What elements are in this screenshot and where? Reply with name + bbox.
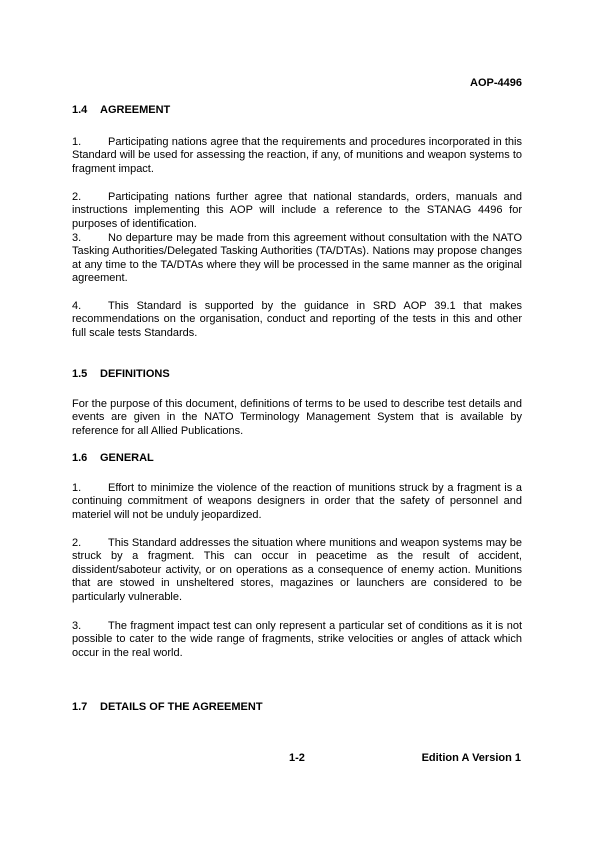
section-heading-definitions: [72, 368, 170, 380]
section-number: 1.7: [72, 701, 88, 713]
paragraph-number: 1.: [72, 136, 82, 148]
paragraph-text: This Standard addresses the situation where munitions and weapon systems may be struck by a fragment. This can occur in peacetime as the result of accident, dissident/saboteur activity, or on operations as a consequence of enemy action. Munitions that are stowed in unsheltered stores, magazines or launchers are considered to be particularly vulnerable.: [72, 537, 522, 603]
agreement-paragraph-3: [72, 232, 522, 286]
agreement-paragraph-2: [72, 191, 522, 231]
paragraph-text: Participating nations agree that the requirements and procedures incorporated in this Standard will be used for assessing the reaction, if any, of munitions and weapon systems to fragment impact.: [72, 136, 522, 175]
paragraph-number: 3.: [72, 232, 82, 244]
paragraph-text: Effort to minimize the violence of the reaction of munitions struck by a fragment is a continuing commitment of weapons designers in order that the safety of personnel and materiel will not be unduly jeopardized.: [72, 482, 522, 521]
general-paragraph-3: [72, 620, 522, 660]
edition-label: Edition A Version 1: [421, 752, 521, 764]
paragraph-text: No departure may be made from this agreement without consultation with the NATO Tasking Authorities/Delegated Tasking Authorities (TA/DTAs). Nations may propose changes at any time to the TA/DTAs where they will be processed in the same manner as the original agreement.: [72, 232, 522, 285]
section-heading-details: [72, 701, 263, 713]
section-title: AGREEMENT: [100, 104, 171, 116]
paragraph-number: 4.: [72, 300, 82, 312]
agreement-paragraph-1: [72, 136, 522, 176]
section-heading-general: [72, 452, 154, 464]
general-paragraph-1: [72, 482, 522, 522]
page-number: 1-2: [289, 752, 305, 764]
paragraph-text: The fragment impact test can only represent a particular set of conditions as it is not possible to cater to the wide range of fragments, strike velocities or angles of attack which occur in the real world.: [72, 620, 522, 659]
definitions-paragraph: [72, 398, 522, 438]
section-number: 1.6: [72, 452, 88, 464]
paragraph-number: 3.: [72, 620, 82, 632]
agreement-paragraph-4: [72, 300, 522, 340]
paragraph-text: Participating nations further agree that national standards, orders, manuals and instructions implementing this AOP will include a reference to the STANAG 4496 for purposes of identification.: [72, 191, 522, 230]
section-number: 1.4: [72, 104, 88, 116]
paragraph-text: This Standard is supported by the guidance in SRD AOP 39.1 that makes recommendations on the organisation, conduct and reporting of the tests in this and other full scale tests Standards.: [72, 300, 522, 339]
paragraph-number: 2.: [72, 191, 82, 203]
paragraph-text: For the purpose of this document, definitions of terms to be used to describe test details and events are given in the NATO Terminology Management System that is available by reference for all Allied Publications.: [72, 398, 522, 437]
paragraph-number: 1.: [72, 482, 82, 494]
section-title: DETAILS OF THE AGREEMENT: [100, 701, 263, 713]
paragraph-number: 2.: [72, 537, 82, 549]
document-id: AOP-4496: [470, 77, 522, 89]
section-title: DEFINITIONS: [100, 368, 170, 380]
general-paragraph-2: [72, 537, 522, 604]
section-number: 1.5: [72, 368, 88, 380]
section-heading-agreement: [72, 104, 170, 116]
section-title: GENERAL: [100, 452, 154, 464]
